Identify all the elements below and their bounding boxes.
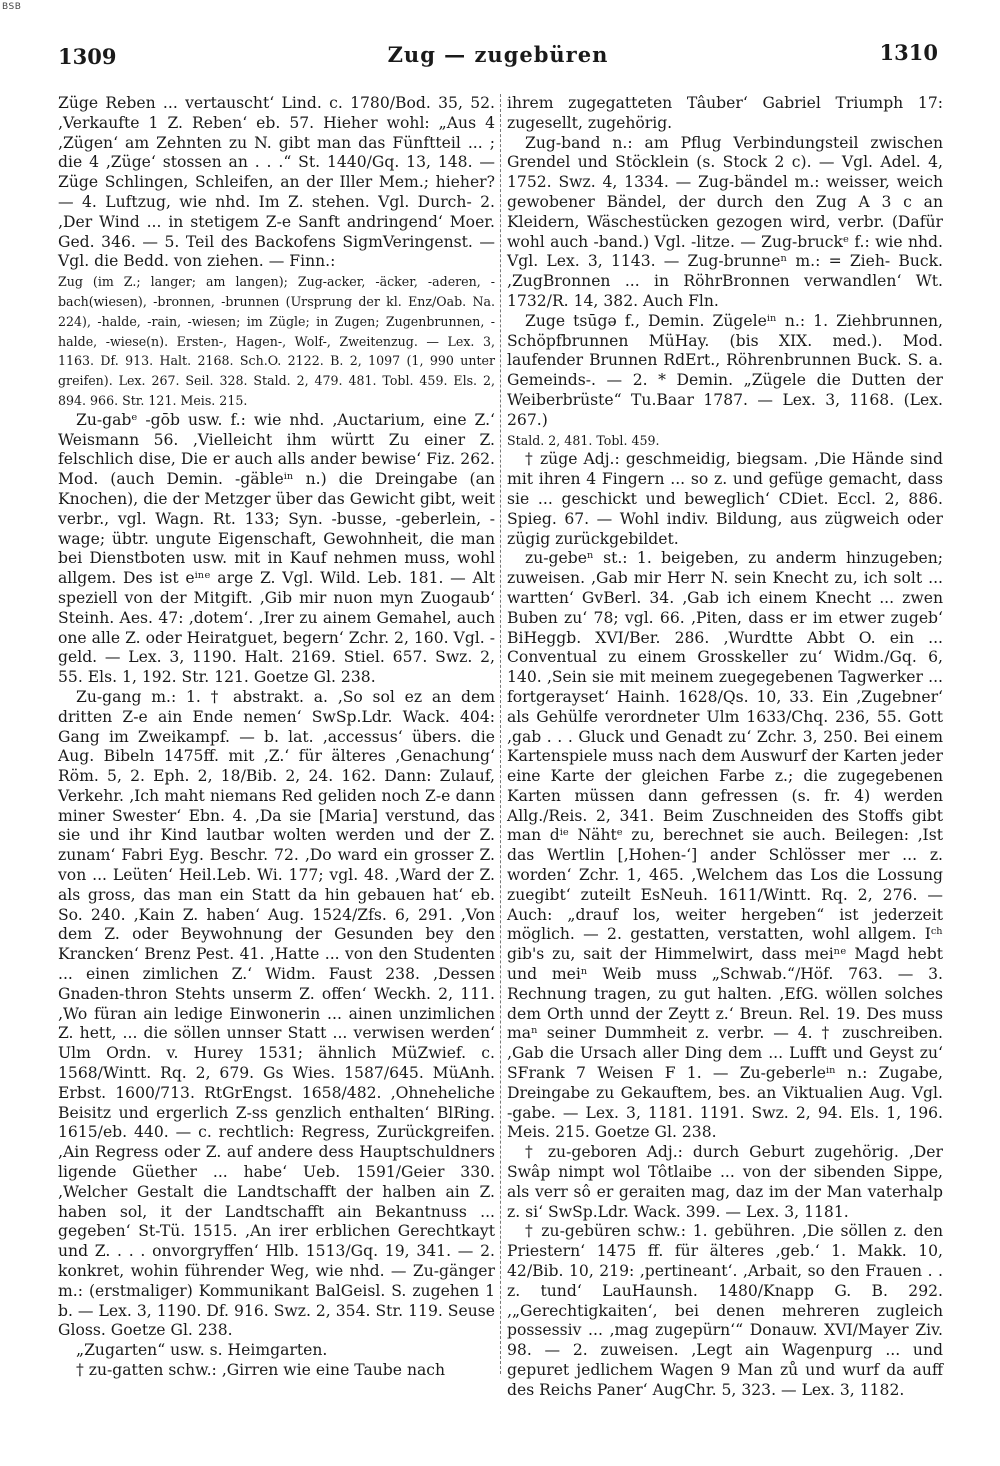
entry-paragraph: Stald. 2, 481. Tobl. 459. [507, 432, 660, 448]
page-number-left: 1309 [58, 44, 117, 69]
left-column [58, 94, 495, 1384]
page-number-right: 1310 [879, 40, 938, 65]
entry-paragraph: Zug-band n.: am Pflug Verbindungsteil zwischen Grendel und Stöcklein (s. Stock 2 c). — Vgl. Adel. 4, 1752. Swz. 4, 1334. — Zug-bändel m.: weisser, weich gewobener Bändel, der durch den Zug A 3 c an Kleidern, Wäschestücken gezogen wird, verbr. (Dafür wohl auch -band.) Vgl. -litze. — Zug-bruckᵉ f.: wie nhd. Vgl. Lex. 3, 1143. — Zug-brunneⁿ m.: = Zieh- Buck. ‚ZugBronnen ... in RöhrBronnen verwandlen‘ Wt. 1732/R. 14, 382. Auch Fln. [507, 133, 943, 310]
column-divider [500, 94, 501, 1374]
entry-paragraph: Züge Reben ... vertauscht‘ Lind. c. 1780/Bod. 35, 52. ‚Verkaufte 1 Z. Reben‘ eb. 57. Hieher wohl: „Aus 4 ‚Zügen‘ am Zehnten zu N. gibt man das Fünftteil ... ; die 4 ‚Züge‘ stossen an . . .“ St. 1440/Gq. 13, 148. — Züge Schlingen, Schleifen, an der Iller Mem.; hieher? — 4. Luftzug, wie nhd. Im Z. stehen. Vgl. Durch- 2. ‚Der Wind ... in stetigem Z-e Sanft andringend‘ Moer. Ged. 346. — 5. Teil des Backofens SigmVeringenst. — Vgl. die Bedd. von ziehen. — Finn.: [58, 94, 495, 271]
entry-paragraph: † zu-geboren Adj.: durch Geburt zugehörig. ‚Der Swâp nimpt wol Tôtlaibe ... von der sibenden Sippe, als verr sô er geraiten mag, daz im der Man vaterhalp z. si‘ SwSp.Ldr. Wack. 399. — Lex. 3, 1181. [507, 1143, 943, 1221]
entry-paragraph: † züge Adj.: geschmeidig, biegsam. ‚Die Hände sind mit ihren 4 Fingern ... so z. und gefüge gemacht, dass sie ... geschickt und beweglich‘ CDiet. Eccl. 2, 886. Spieg. 67. — Wohl indiv. Bildung, aus zügweich oder zügig zurückgebildet. [507, 450, 943, 548]
entry-paragraph: Zu-gang m.: 1. † abstrakt. a. ‚So sol ez an dem dritten Z-e ain Ende nemen‘ SwSp.Ldr. Wack. 404: Gang im Zweikampf. — b. lat. ‚accessus‘ übers. die Aug. Bibeln 1475ff. mit ‚Z.‘ für älteres ‚Genachung‘ Röm. 5, 2. Eph. 2, 18/Bib. 2, 24. 162. Dann: Zulauf, Verkehr. ‚Ich maht niemans Red geliden noch Z-e dann miner Swester‘ Ebn. 4. ‚Da sie [Maria] verstund, das sie und ihr Kind lautbar wolten werden und der Z. zunam‘ Fabri Eyg. Beschr. 72. ‚Do ward ein grosser Z. von ... Leüten‘ Heil.Leb. Wi. 177; vgl. 48. ‚Ward der Z. als gross, das man ein Statt da hin gebauen hat‘ eb. So. 240. ‚Kain Z. haben‘ Aug. 1524/Zfs. 6, 291. ‚Von dem Z. oder Beywohnung der Gesunden bey den Krancken‘ Brenz Pest. 41. ‚Hatte ... von den Studenten ... einen zimlichen Z.‘ Widm. Faust 238. ‚Dessen Gnaden-thron Stehts unserm Z. offen‘ Weckh. 2, 111. ‚Wo füran ain ledige Einwonerin ... ainen unzimlichen Z. hett, ... die söllen unnser Statt ... verwisen werden‘ Ulm Ordn. v. Hurey 1531; ähnlich MüZwief. c. 1568/Wintt. Rq. 2, 679. Gs Wies. 1587/645. MüAnh. Erbst. 1600/713. RtGrEngst. 1658/482. ‚Ohneheliche Beisitz und ergerlich Z-ss genzlich enthalten‘ BlRing. 1615/eb. 440. — c. rechtlich: Regress, Zurückgreifen. ‚Ain Regress oder Z. auf andere dess Hauptschuldners ligende Güether ... habe‘ Ueb. 1591/Geier 330. ‚Welcher Gestalt die Landtschafft der halben ain Z. haben sol, it der Landtschafft ain Bekantnuss ... gegeben‘ St-Tü. 1515. ‚An irer erblichen Gerechtkayt und Z. . . . onvorgryffen‘ Hlb. 1513/Gq. 19, 341. — 2. konkret, wohin führender Weg, wie nhd. — Zu-gänger m.: (erstmaliger) Kommunikant BalGeisl. S. zugehen 1 b. — Lex. 3, 1190. Df. 916. Swz. 2, 354. Str. 119. Seuse Gloss. Goetze Gl. 238. [58, 687, 495, 1340]
entry-paragraph: zu-gebeⁿ st.: 1. beigeben, zu anderm hinzugeben; zuweisen. ‚Gab mir Herr N. sein Knecht zu, ich solt ... wartten‘ GvBerl. 34. ‚Gab ich einem Knecht ... zwen Buben zu‘ 78; vgl. 66. ‚Piten, dass er im etwer zugeb‘ BiHeggb. XVI/Ber. 286. ‚Wurdtte Abbt O. ein ... Conventual zu einem Grosskeller zu‘ Widm./Gq. 6, 140. ‚Sein sie mit meinem zuegegebenen Tagwerker ... fortgerayset‘ Hainh. 1628/Qs. 10, 33. Ein ‚Zugebner‘ als Gehülfe verordneter Ulm 1633/Chq. 236, 55. Gott ‚gab . . . Gluck und Genadt zu‘ Zchr. 3, 250. Bei einem Kartenspiele muss nach dem Auswurf der Karten jeder eine Karte der gleichen Farbe z.; die zugegebenen Karten müssen dann gefressen (s. fr. 4) werden Allg./Reis. 2, 341. Beim Zuschneiden des Stoffs gibt man dⁱᵉ Nähtᵉ zu, berechnet sie auch. Beilegen: ‚Ist das Wertlin [‚Hohen-‘] ander Schlösser mer ... z. worden‘ Zchr. 1, 465. ‚Welchem das Los die Lossung zuegibt‘ zuteilt EsNeuh. 1611/Wintt. Rq. 2, 276. — Auch: „drauf los, weiter hergeben“ ist jederzeit möglich. — 2. gestatten, verstatten, wohl allgem. Iᶜʰ gib's zu, sait der Himmelwirt, dass meiⁿᵉ Magd hebt und meiⁿ Weib muss „Schwab.“/Höf. 763. — 3. Rechnung tragen, zu gut halten. ‚EfG. wöllen solches dem Orth unnd der Zeytt z.‘ Breun. Rel. 19. Des muss maⁿ seiner Dummheit z. verbr. — 4. † zuschreiben. ‚Gab die Ursach aller Ding dem ... Lufft und Geyst zu‘ SFrank 7 Weisen F 1. — Zu-geberleⁱⁿ n.: Zugabe, Dreingabe zu Gekauftem, bes. an Viktualien Aug. Vgl. -gabe. — Lex. 3, 1181. 1191. Swz. 2, 94. Els. 1, 196. Meis. 215. Goetze Gl. 238. [507, 549, 943, 1142]
entry-paragraph: „Zugarten“ usw. s. Heimgarten. [76, 1341, 328, 1360]
page-header [58, 36, 938, 76]
entry-paragraph: Zug (im Z.; langer; am langen); Zug-acker, -äcker, -aderen, -bach(wiesen), -bronnen, -brunnen (Ursprung der kl. Enz/Oab. Na. 224), -halde, -rain, -wiesen; im Zügle; in Zugen; Zugenbrunnen, -halde, -wiese(n). Ersten-, Hagen-, Wolf-, Zweitenzug. — Lex. 3, 1163. Df. 913. Halt. 2168. Sch.O. 2122. B. 2, 1097 (1, 990 unter greifen). Lex. 267. Seil. 328. Stald. 2, 479. 481. Tobl. 459. Els. 2, 894. 966. Str. 121. Meis. 215. [58, 274, 495, 408]
right-column [507, 94, 943, 1399]
entry-paragraph: † zu-gatten schw.: ‚Girren wie eine Taube nach [76, 1361, 446, 1379]
entry-paragraph: ihrem zugegatteten Tâuber‘ Gabriel Triumph 17: zugesellt, zugehörig. [507, 94, 943, 132]
running-head: Zug — zugebüren [387, 42, 609, 67]
library-stamp: BSB [2, 2, 22, 12]
entry-paragraph: † zu-gebüren schw.: 1. gebühren. ‚Die söllen z. den Priestern‘ 1475 ff. für älteres ‚geb.‘ 1. Makk. 10, 42/Bib. 10, 219: ‚pertineant‘. ‚Arbait, so den Frauen . . z. tund‘ LauHaunsh. 1480/Knapp G. B. 292. ‚„Gerechtigkaiten‘, bei denen mehreren zugleich possessiv ... ‚mag zugepürn‘“ Donauw. XVI/Mayer Ziv. 98. — 2. zuweisen. ‚Legt ain Wagenpurg ... und gepuret jedlichem Wagen 9 Man zů und wurf da auff des Reichs Paner‘ AugChr. 5, 323. — Lex. 3, 1182. [507, 1222, 943, 1399]
entry-paragraph: Zuge tsūgə f., Demin. Zügeleⁱⁿ n.: 1. Ziehbrunnen, Schöpfbrunnen MüHay. (bis XIX. med.). Mod. laufender Brunnen RdErt., Röhrenbrunnen Buck. S. a. Gemeinds-. — 2. * Demin. „Zügele die Dutten der Weiberbrüste“ Tu.Baar 1787. — Lex. 3, 1168. (Lex. 267.) [507, 311, 943, 429]
entry-paragraph: Zu-gabᵉ -gōb usw. f.: wie nhd. ‚Auctarium, eine Z.‘ Weismann 56. ‚Vielleicht ihm württ Zu einer Z. felschlich dise, Die er auch alls ander bewise‘ Fiz. 262. Mod. (auch Demin. -gäbleⁱⁿ n.) die Dreingabe (an Knochen), die der Metzger über das Gewicht gibt, weit verbr., vgl. Wagn. Rt. 133; Syn. -busse, -geberlein, -wage; übtr. ungute Eigenschaft, Gewohnheit, die man bei Dienstboten usw. mit in Kauf nehmen muss, wohl allgem. Des ist eⁱⁿᵉ arge Z. Vgl. Wild. Leb. 181. — Alt speziell von der Mitgift. ‚Gib mir nuon myn Zuogaub‘ Steinh. Aes. 47: ‚dotem‘. ‚Irer zu ainem Gemahel, auch one alle Z. oder Heiratguet, begern‘ Zchr. 2, 160. Vgl. -geld. — Lex. 3, 1190. Halt. 2169. Stiel. 657. Swz. 2, 55. Els. 1, 192. Str. 121. Goetze Gl. 238. [58, 410, 495, 687]
